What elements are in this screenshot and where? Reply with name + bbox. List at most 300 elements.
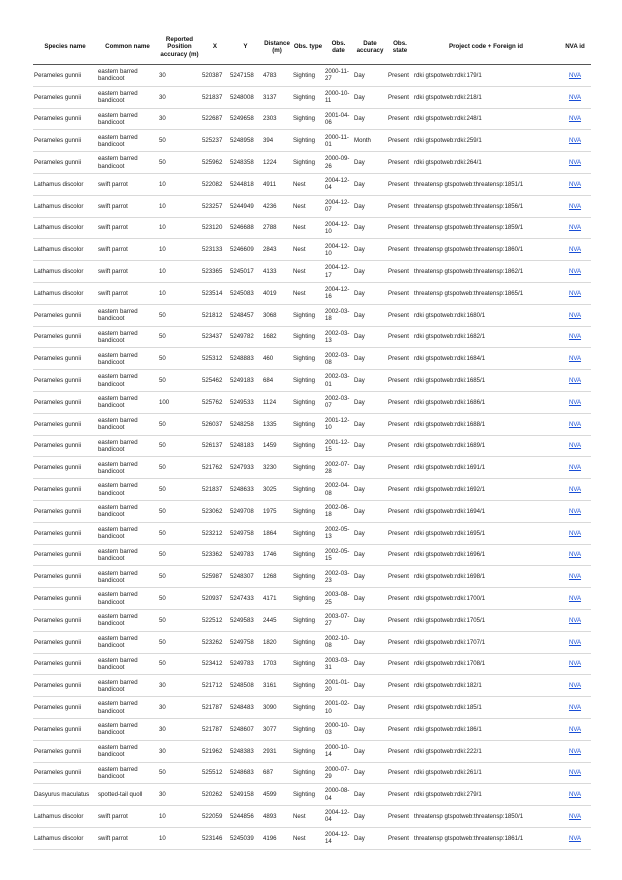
cell-distance: 4599 — [262, 784, 292, 806]
cell-position-accuracy: 50 — [158, 348, 201, 370]
cell-date-accuracy: Day — [353, 784, 387, 806]
cell-obs-type: Sighting — [292, 588, 324, 610]
cell-y-coordinate: 5249533 — [229, 391, 262, 413]
cell-common-name: eastern barred bandicoot — [97, 697, 158, 719]
cell-distance: 2445 — [262, 609, 292, 631]
cell-distance: 684 — [262, 370, 292, 392]
cell-obs-type: Sighting — [292, 435, 324, 457]
cell-distance: 1224 — [262, 152, 292, 174]
nva-link[interactable]: NVA — [568, 573, 582, 581]
cell-x-coordinate: 520937 — [201, 588, 229, 610]
cell-obs-type: Sighting — [292, 457, 324, 479]
cell-species-name: Perameles gunnii — [33, 566, 97, 588]
cell-obs-state: Present — [387, 86, 413, 108]
nva-link[interactable]: NVA — [568, 812, 582, 820]
cell-y-coordinate: 5248633 — [229, 479, 262, 501]
cell-position-accuracy: 50 — [158, 370, 201, 392]
table-row — [33, 130, 591, 152]
cell-distance: 1975 — [262, 500, 292, 522]
cell-species-name: Lathamus discolor — [33, 827, 97, 849]
cell-distance: 4171 — [262, 588, 292, 610]
cell-common-name: swift parrot — [97, 806, 158, 828]
nva-link[interactable]: NVA — [568, 660, 582, 668]
cell-obs-date: 2002-05-15 — [324, 544, 353, 566]
cell-y-coordinate: 5249783 — [229, 653, 262, 675]
cell-obs-state: Present — [387, 391, 413, 413]
cell-obs-date: 2000-11-01 — [324, 130, 353, 152]
nva-link[interactable]: NVA — [568, 180, 582, 188]
cell-nva-link — [559, 86, 591, 108]
cell-obs-state: Present — [387, 370, 413, 392]
table-row — [33, 631, 591, 653]
cell-common-name: eastern barred bandicoot — [97, 718, 158, 740]
cell-obs-state: Present — [387, 588, 413, 610]
cell-obs-date: 2001-04-06 — [324, 108, 353, 130]
cell-nva-link — [559, 65, 591, 87]
nva-link[interactable]: NVA — [568, 137, 582, 145]
nva-link[interactable]: NVA — [568, 616, 582, 624]
cell-x-coordinate: 523146 — [201, 827, 229, 849]
cell-project-code: rdki gtspotweb:rdki:1700/1 — [413, 588, 559, 610]
table-row — [33, 391, 591, 413]
nva-link[interactable]: NVA — [568, 747, 582, 755]
cell-obs-type: Sighting — [292, 304, 324, 326]
cell-obs-type: Sighting — [292, 130, 324, 152]
cell-x-coordinate: 523514 — [201, 282, 229, 304]
table-row — [33, 457, 591, 479]
nva-link[interactable]: NVA — [568, 594, 582, 602]
cell-obs-type: Sighting — [292, 718, 324, 740]
header-date-accuracy: Date accuracy — [353, 30, 387, 65]
cell-obs-date: 2000-10-11 — [324, 86, 353, 108]
cell-y-coordinate: 5249758 — [229, 522, 262, 544]
cell-nva-link — [559, 435, 591, 457]
cell-obs-date: 2002-07-28 — [324, 457, 353, 479]
nva-link[interactable]: NVA — [568, 376, 582, 384]
cell-species-name: Lathamus discolor — [33, 173, 97, 195]
nva-link[interactable]: NVA — [568, 769, 582, 777]
cell-distance: 4133 — [262, 261, 292, 283]
cell-date-accuracy: Day — [353, 304, 387, 326]
cell-obs-date: 2002-06-18 — [324, 500, 353, 522]
cell-common-name: eastern barred bandicoot — [97, 370, 158, 392]
nva-link[interactable]: NVA — [568, 638, 582, 646]
cell-date-accuracy: Day — [353, 740, 387, 762]
cell-distance: 1746 — [262, 544, 292, 566]
cell-nva-link — [559, 697, 591, 719]
cell-obs-date: 2001-01-20 — [324, 675, 353, 697]
cell-y-coordinate: 5248607 — [229, 718, 262, 740]
cell-nva-link — [559, 784, 591, 806]
cell-common-name: swift parrot — [97, 173, 158, 195]
cell-x-coordinate: 526037 — [201, 413, 229, 435]
cell-nva-link — [559, 304, 591, 326]
cell-y-coordinate: 5248883 — [229, 348, 262, 370]
cell-species-name: Perameles gunnii — [33, 304, 97, 326]
cell-project-code: rdki gtspotweb:rdki:1682/1 — [413, 326, 559, 348]
cell-position-accuracy: 50 — [158, 762, 201, 784]
header-common-name: Common name — [97, 30, 158, 65]
cell-obs-state: Present — [387, 740, 413, 762]
cell-species-name: Perameles gunnii — [33, 65, 97, 87]
table-row — [33, 718, 591, 740]
cell-x-coordinate: 525512 — [201, 762, 229, 784]
cell-common-name: eastern barred bandicoot — [97, 457, 158, 479]
nva-link[interactable]: NVA — [568, 834, 582, 842]
cell-obs-state: Present — [387, 282, 413, 304]
cell-date-accuracy: Day — [353, 326, 387, 348]
cell-position-accuracy: 30 — [158, 86, 201, 108]
cell-project-code: threatensp gtspotweb:threatensp:1861/1 — [413, 827, 559, 849]
cell-project-code: rdki gtspotweb:rdki:1695/1 — [413, 522, 559, 544]
cell-obs-type: Sighting — [292, 762, 324, 784]
nva-link[interactable]: NVA — [568, 93, 582, 101]
cell-obs-state: Present — [387, 500, 413, 522]
cell-obs-type: Sighting — [292, 86, 324, 108]
cell-project-code: rdki gtspotweb:rdki:279/1 — [413, 784, 559, 806]
cell-species-name: Lathamus discolor — [33, 217, 97, 239]
cell-obs-state: Present — [387, 827, 413, 849]
cell-project-code: threatensp gtspotweb:threatensp:1851/1 — [413, 173, 559, 195]
cell-obs-date: 2001-12-10 — [324, 413, 353, 435]
cell-obs-date: 2001-02-10 — [324, 697, 353, 719]
cell-obs-state: Present — [387, 806, 413, 828]
cell-position-accuracy: 50 — [158, 500, 201, 522]
header-obs-state: Obs. state — [387, 30, 413, 65]
cell-obs-state: Present — [387, 152, 413, 174]
cell-date-accuracy: Day — [353, 718, 387, 740]
cell-date-accuracy: Day — [353, 653, 387, 675]
cell-distance: 3068 — [262, 304, 292, 326]
cell-obs-type: Sighting — [292, 653, 324, 675]
cell-project-code: rdki gtspotweb:rdki:248/1 — [413, 108, 559, 130]
nva-link[interactable]: NVA — [568, 464, 582, 472]
cell-obs-date: 2000-08-04 — [324, 784, 353, 806]
cell-y-coordinate: 5248383 — [229, 740, 262, 762]
table-body — [33, 65, 591, 850]
cell-nva-link — [559, 609, 591, 631]
cell-common-name: eastern barred bandicoot — [97, 108, 158, 130]
nva-link[interactable]: NVA — [568, 551, 582, 559]
cell-x-coordinate: 523257 — [201, 195, 229, 217]
cell-distance: 2843 — [262, 239, 292, 261]
cell-species-name: Perameles gunnii — [33, 588, 97, 610]
nva-link[interactable]: NVA — [568, 246, 582, 254]
table-row — [33, 827, 591, 849]
cell-distance: 2303 — [262, 108, 292, 130]
cell-project-code: rdki gtspotweb:rdki:185/1 — [413, 697, 559, 719]
cell-y-coordinate: 5245039 — [229, 827, 262, 849]
cell-date-accuracy: Day — [353, 152, 387, 174]
cell-y-coordinate: 5248358 — [229, 152, 262, 174]
cell-common-name: eastern barred bandicoot — [97, 391, 158, 413]
table-row — [33, 348, 591, 370]
cell-common-name: eastern barred bandicoot — [97, 653, 158, 675]
cell-nva-link — [559, 479, 591, 501]
cell-distance: 1335 — [262, 413, 292, 435]
cell-distance: 3230 — [262, 457, 292, 479]
cell-obs-type: Sighting — [292, 65, 324, 87]
cell-common-name: swift parrot — [97, 282, 158, 304]
cell-common-name: eastern barred bandicoot — [97, 130, 158, 152]
nva-link[interactable]: NVA — [568, 267, 582, 275]
cell-project-code: rdki gtspotweb:rdki:1707/1 — [413, 631, 559, 653]
cell-obs-state: Present — [387, 631, 413, 653]
cell-project-code: rdki gtspotweb:rdki:1686/1 — [413, 391, 559, 413]
header-nva-id: NVA id — [559, 30, 591, 65]
cell-distance: 4196 — [262, 827, 292, 849]
cell-x-coordinate: 523062 — [201, 500, 229, 522]
cell-x-coordinate: 523262 — [201, 631, 229, 653]
cell-obs-date: 2004-12-14 — [324, 827, 353, 849]
cell-species-name: Perameles gunnii — [33, 500, 97, 522]
cell-species-name: Perameles gunnii — [33, 718, 97, 740]
table-row — [33, 806, 591, 828]
cell-obs-date: 2002-03-13 — [324, 326, 353, 348]
cell-project-code: threatensp gtspotweb:threatensp:1856/1 — [413, 195, 559, 217]
cell-nva-link — [559, 261, 591, 283]
cell-obs-date: 2002-03-07 — [324, 391, 353, 413]
nva-link[interactable]: NVA — [568, 398, 582, 406]
cell-species-name: Perameles gunnii — [33, 413, 97, 435]
cell-position-accuracy: 30 — [158, 740, 201, 762]
cell-obs-date: 2004-12-07 — [324, 195, 353, 217]
cell-distance: 1459 — [262, 435, 292, 457]
cell-x-coordinate: 523212 — [201, 522, 229, 544]
nva-link[interactable]: NVA — [568, 791, 582, 799]
cell-obs-date: 2000-11-27 — [324, 65, 353, 87]
nva-link[interactable]: NVA — [568, 682, 582, 690]
cell-y-coordinate: 5248008 — [229, 86, 262, 108]
cell-obs-date: 2002-03-01 — [324, 370, 353, 392]
cell-nva-link — [559, 152, 591, 174]
cell-common-name: eastern barred bandicoot — [97, 500, 158, 522]
cell-obs-type: Sighting — [292, 784, 324, 806]
cell-date-accuracy: Day — [353, 566, 387, 588]
nva-link[interactable]: NVA — [568, 507, 582, 515]
cell-common-name: swift parrot — [97, 827, 158, 849]
nva-link[interactable]: NVA — [568, 115, 582, 123]
table-row — [33, 370, 591, 392]
cell-y-coordinate: 5249158 — [229, 784, 262, 806]
cell-y-coordinate: 5248457 — [229, 304, 262, 326]
cell-common-name: swift parrot — [97, 239, 158, 261]
cell-date-accuracy: Day — [353, 348, 387, 370]
cell-position-accuracy: 50 — [158, 326, 201, 348]
nva-link[interactable]: NVA — [568, 333, 582, 341]
cell-obs-type: Sighting — [292, 740, 324, 762]
cell-obs-type: Sighting — [292, 370, 324, 392]
table-header — [33, 30, 591, 65]
cell-y-coordinate: 5248683 — [229, 762, 262, 784]
cell-distance: 687 — [262, 762, 292, 784]
cell-obs-date: 2003-07-27 — [324, 609, 353, 631]
cell-obs-state: Present — [387, 544, 413, 566]
cell-species-name: Lathamus discolor — [33, 261, 97, 283]
cell-obs-state: Present — [387, 479, 413, 501]
cell-obs-date: 2001-12-15 — [324, 435, 353, 457]
cell-project-code: rdki gtspotweb:rdki:1688/1 — [413, 413, 559, 435]
cell-position-accuracy: 50 — [158, 588, 201, 610]
cell-obs-state: Present — [387, 130, 413, 152]
cell-position-accuracy: 10 — [158, 195, 201, 217]
cell-obs-state: Present — [387, 326, 413, 348]
cell-nva-link — [559, 675, 591, 697]
nva-link[interactable]: NVA — [568, 529, 582, 537]
cell-obs-state: Present — [387, 784, 413, 806]
cell-y-coordinate: 5248483 — [229, 697, 262, 719]
cell-common-name: eastern barred bandicoot — [97, 348, 158, 370]
cell-obs-type: Nest — [292, 195, 324, 217]
cell-obs-date: 2002-03-18 — [324, 304, 353, 326]
cell-position-accuracy: 50 — [158, 631, 201, 653]
cell-species-name: Perameles gunnii — [33, 522, 97, 544]
table-row — [33, 195, 591, 217]
cell-y-coordinate: 5249708 — [229, 500, 262, 522]
cell-y-coordinate: 5245083 — [229, 282, 262, 304]
cell-x-coordinate: 521712 — [201, 675, 229, 697]
table-row — [33, 304, 591, 326]
cell-nva-link — [559, 457, 591, 479]
cell-common-name: eastern barred bandicoot — [97, 152, 158, 174]
cell-common-name: eastern barred bandicoot — [97, 304, 158, 326]
cell-obs-state: Present — [387, 762, 413, 784]
cell-date-accuracy: Day — [353, 457, 387, 479]
cell-date-accuracy: Day — [353, 65, 387, 87]
cell-species-name: Perameles gunnii — [33, 130, 97, 152]
cell-position-accuracy: 50 — [158, 457, 201, 479]
cell-project-code: threatensp gtspotweb:threatensp:1859/1 — [413, 217, 559, 239]
nva-link[interactable]: NVA — [568, 703, 582, 711]
cell-y-coordinate: 5249758 — [229, 631, 262, 653]
cell-x-coordinate: 521812 — [201, 304, 229, 326]
cell-distance: 394 — [262, 130, 292, 152]
cell-date-accuracy: Day — [353, 239, 387, 261]
table-row — [33, 588, 591, 610]
nva-link[interactable]: NVA — [568, 725, 582, 733]
nva-link[interactable]: NVA — [568, 202, 582, 210]
cell-project-code: rdki gtspotweb:rdki:261/1 — [413, 762, 559, 784]
cell-project-code: threatensp gtspotweb:threatensp:1862/1 — [413, 261, 559, 283]
cell-project-code: rdki gtspotweb:rdki:1708/1 — [413, 653, 559, 675]
cell-species-name: Perameles gunnii — [33, 697, 97, 719]
cell-y-coordinate: 5249658 — [229, 108, 262, 130]
cell-obs-state: Present — [387, 304, 413, 326]
cell-common-name: swift parrot — [97, 261, 158, 283]
cell-project-code: rdki gtspotweb:rdki:1689/1 — [413, 435, 559, 457]
table-row — [33, 326, 591, 348]
nva-link[interactable]: NVA — [568, 71, 582, 79]
nva-link[interactable]: NVA — [568, 289, 582, 297]
cell-obs-type: Nest — [292, 173, 324, 195]
cell-nva-link — [559, 740, 591, 762]
cell-obs-type: Sighting — [292, 348, 324, 370]
cell-project-code: rdki gtspotweb:rdki:1691/1 — [413, 457, 559, 479]
table-row — [33, 435, 591, 457]
nva-link[interactable]: NVA — [568, 158, 582, 166]
cell-species-name: Lathamus discolor — [33, 195, 97, 217]
cell-obs-type: Sighting — [292, 609, 324, 631]
cell-date-accuracy: Day — [353, 544, 387, 566]
nva-link[interactable]: NVA — [568, 355, 582, 363]
cell-obs-date: 2000-10-14 — [324, 740, 353, 762]
cell-date-accuracy: Day — [353, 370, 387, 392]
cell-common-name: eastern barred bandicoot — [97, 522, 158, 544]
nva-link[interactable]: NVA — [568, 485, 582, 493]
cell-project-code: rdki gtspotweb:rdki:1698/1 — [413, 566, 559, 588]
cell-project-code: rdki gtspotweb:rdki:222/1 — [413, 740, 559, 762]
cell-obs-state: Present — [387, 239, 413, 261]
cell-date-accuracy: Day — [353, 500, 387, 522]
nva-link[interactable]: NVA — [568, 420, 582, 428]
cell-project-code: rdki gtspotweb:rdki:182/1 — [413, 675, 559, 697]
cell-species-name: Perameles gunnii — [33, 326, 97, 348]
table-row — [33, 65, 591, 87]
cell-date-accuracy: Day — [353, 261, 387, 283]
header-obs-date: Obs. date — [324, 30, 353, 65]
cell-nva-link — [559, 806, 591, 828]
cell-position-accuracy: 10 — [158, 282, 201, 304]
cell-position-accuracy: 50 — [158, 522, 201, 544]
cell-obs-type: Sighting — [292, 152, 324, 174]
cell-obs-state: Present — [387, 65, 413, 87]
cell-common-name: swift parrot — [97, 217, 158, 239]
cell-obs-date: 2000-09-26 — [324, 152, 353, 174]
cell-obs-state: Present — [387, 435, 413, 457]
cell-obs-state: Present — [387, 195, 413, 217]
cell-obs-type: Nest — [292, 827, 324, 849]
cell-species-name: Perameles gunnii — [33, 370, 97, 392]
header-y: Y — [229, 30, 262, 65]
cell-common-name: eastern barred bandicoot — [97, 326, 158, 348]
nva-link[interactable]: NVA — [568, 224, 582, 232]
cell-species-name: Perameles gunnii — [33, 86, 97, 108]
cell-common-name: eastern barred bandicoot — [97, 479, 158, 501]
cell-obs-date: 2004-12-17 — [324, 261, 353, 283]
table-row — [33, 675, 591, 697]
cell-project-code: rdki gtspotweb:rdki:1705/1 — [413, 609, 559, 631]
cell-position-accuracy: 50 — [158, 130, 201, 152]
cell-nva-link — [559, 522, 591, 544]
table-row — [33, 544, 591, 566]
cell-position-accuracy: 50 — [158, 544, 201, 566]
cell-position-accuracy: 50 — [158, 609, 201, 631]
cell-position-accuracy: 50 — [158, 152, 201, 174]
cell-species-name: Dasyurus maculatus — [33, 784, 97, 806]
table-row — [33, 413, 591, 435]
cell-project-code: rdki gtspotweb:rdki:1684/1 — [413, 348, 559, 370]
cell-nva-link — [559, 326, 591, 348]
cell-common-name: eastern barred bandicoot — [97, 675, 158, 697]
nva-link[interactable]: NVA — [568, 311, 582, 319]
cell-common-name: eastern barred bandicoot — [97, 740, 158, 762]
cell-position-accuracy: 30 — [158, 718, 201, 740]
cell-obs-state: Present — [387, 566, 413, 588]
nva-link[interactable]: NVA — [568, 442, 582, 450]
cell-nva-link — [559, 827, 591, 849]
cell-y-coordinate: 5246609 — [229, 239, 262, 261]
cell-y-coordinate: 5248307 — [229, 566, 262, 588]
cell-common-name: eastern barred bandicoot — [97, 544, 158, 566]
cell-y-coordinate: 5244856 — [229, 806, 262, 828]
cell-obs-type: Sighting — [292, 391, 324, 413]
cell-y-coordinate: 5244949 — [229, 195, 262, 217]
cell-distance: 1703 — [262, 653, 292, 675]
cell-x-coordinate: 523133 — [201, 239, 229, 261]
cell-species-name: Lathamus discolor — [33, 239, 97, 261]
header-obs-type: Obs. type — [292, 30, 324, 65]
cell-common-name: eastern barred bandicoot — [97, 435, 158, 457]
